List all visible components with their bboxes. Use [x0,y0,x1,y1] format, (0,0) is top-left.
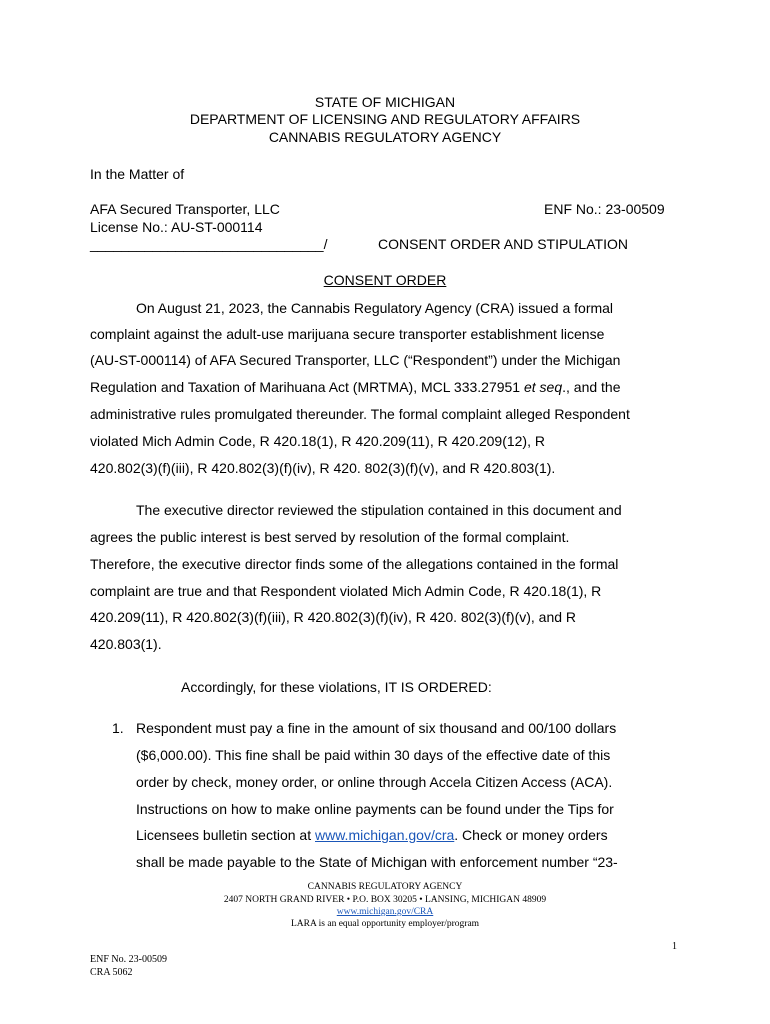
paragraph1-line7: 420.802(3)(f)(iii), R 420.802(3)(f)(iv), R 420. 802(3)(f)(v), and R 420.803(1). [90,460,556,476]
document-title: CONSENT ORDER AND STIPULATION [378,236,628,252]
paragraph1-line4-end: ., and the [562,379,621,395]
et-seq-italic: et seq [523,379,563,395]
footer-agency: CANNABIS REGULATORY AGENCY [307,882,463,892]
item1-line3: order by check, money order, or online through Accela Citizen Access (ACA). [136,774,613,790]
paragraph2-line4: complaint are true and that Respondent violated Mich Admin Code, R 420.18(1), R [90,583,602,599]
footer-form-code: CRA 5062 [90,967,133,978]
paragraph1-line5: administrative rules promulgated thereunder. The formal complaint alleged Respondent [90,406,630,422]
item1-line5 [136,827,608,843]
item1-line1: Respondent must pay a fine in the amount of six thousand and 00/100 dollars [136,720,617,736]
header-state: STATE OF MICHIGAN [314,94,456,110]
enf-number: ENF No.: 23-00509 [544,201,665,217]
footer-address: 2407 NORTH GRAND RIVER • P.O. BOX 30205 • LANSING, MICHIGAN 48909 [223,895,547,905]
paragraph2-line5: 420.209(11), R 420.802(3)(f)(iii), R 420.802(3)(f)(iv), R 420. 802(3)(f)(v), and R [90,609,577,625]
item1-line4: Instructions on how to make online payments can be found under the Tips for [136,801,614,817]
item1-line6: shall be made payable to the State of Michigan with enforcement number “23- [136,854,618,870]
footer-enf-ref: ENF No. 23-00509 [90,954,167,965]
paragraph1-line6: violated Mich Admin Code, R 420.18(1), R 420.209(11), R 420.209(12), R [90,433,545,449]
paragraph2-line3: Therefore, the executive director finds some of the allegations contained in the formal [90,556,619,572]
item1-line2: ($6,000.00). This fine shall be paid within 30 days of the effective date of this [136,747,611,763]
paragraph2-line6: 420.803(1). [90,636,162,652]
paragraph1-line4-start: Regulation and Taxation of Marihuana Act (MRTMA), MCL 333.27951 [90,379,524,395]
footer-equal-opportunity: LARA is an equal opportunity employer/program [290,919,480,929]
page-number: 1 [672,941,677,952]
paragraph2-line2: agrees the public interest is best served by resolution of the formal complaint. [90,529,570,545]
license-number: License No.: AU-ST-000114 [90,219,263,235]
respondent-name: AFA Secured Transporter, LLC [90,201,280,217]
item1-line5-start: Licensees bulletin section at [136,827,315,843]
header-agency: CANNABIS REGULATORY AGENCY [268,129,502,145]
item1-number: 1. [112,720,124,736]
paragraph1-line3: (AU-ST-000114) of AFA Secured Transporter, LLC (“Respondent”) under the Michigan [90,352,621,368]
footer-website-link[interactable]: www.michigan.gov/CRA [336,907,434,917]
paragraph1-line1: On August 21, 2023, the Cannabis Regulatory Agency (CRA) issued a formal [136,300,614,316]
header-department: DEPARTMENT OF LICENSING AND REGULATORY AFFAIRS [189,111,581,127]
cra-website-link[interactable]: www.michigan.gov/cra [315,827,455,843]
ordered-statement: Accordingly, for these violations, IT IS ORDERED: [181,679,492,695]
paragraph2-line1: The executive director reviewed the stipulation contained in this document and [136,502,622,518]
caption-separator: ______________________________/ [90,236,328,252]
paragraph1-line4 [90,379,621,395]
item1-line5-end: . Check or money orders [454,827,608,843]
section-title: CONSENT ORDER [323,272,447,288]
matter-label: In the Matter of [90,166,185,182]
paragraph1-line2: complaint against the adult-use marijuana secure transporter establishment license [90,326,605,342]
